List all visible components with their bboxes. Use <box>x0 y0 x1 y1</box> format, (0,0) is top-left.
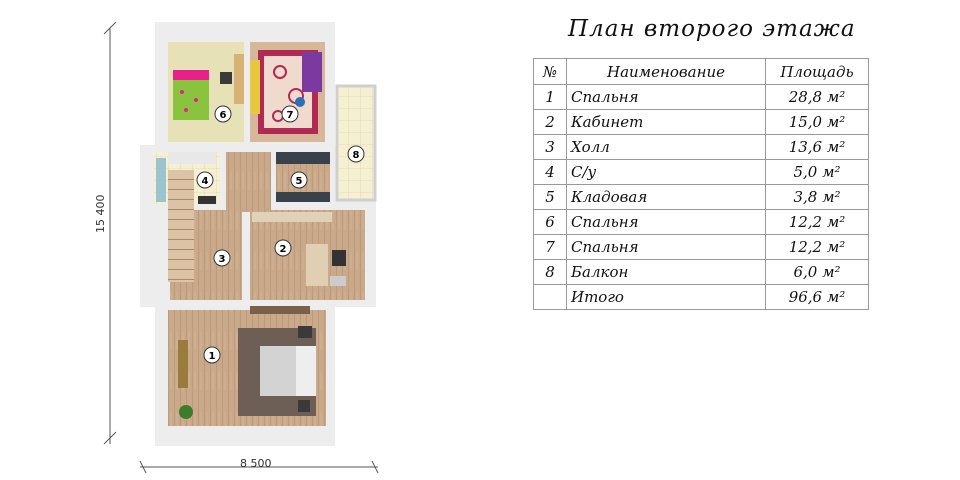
room-3-label: 3 <box>218 254 226 265</box>
row-area: 13,6 м² <box>766 135 869 160</box>
header-area: Площадь <box>766 59 869 85</box>
room-1-label: 1 <box>208 351 216 362</box>
row-num: 6 <box>534 210 567 235</box>
row-area: 5,0 м² <box>766 160 869 185</box>
room-8-label: 8 <box>352 150 360 161</box>
header-name: Наименование <box>567 59 766 85</box>
desk-room-7 <box>250 60 260 114</box>
balcony-floor <box>337 86 375 200</box>
stairs <box>168 170 194 282</box>
row-name: Холл <box>567 135 766 160</box>
table-row <box>534 160 869 185</box>
row-area: 15,0 м² <box>766 110 869 135</box>
total-name: Итого <box>567 285 766 310</box>
hall-upper-floor <box>226 152 271 212</box>
row-num: 7 <box>534 235 567 260</box>
page-title: План второго этажа <box>568 16 856 42</box>
chair-room-6 <box>220 72 232 84</box>
row-num: 2 <box>534 110 567 135</box>
room-5-label: 5 <box>295 176 303 187</box>
row-num: 1 <box>534 85 567 110</box>
table-header-row <box>534 59 869 85</box>
row-num: 3 <box>534 135 567 160</box>
total-num <box>534 285 567 310</box>
row-area: 6,0 м² <box>766 260 869 285</box>
row-num: 5 <box>534 185 567 210</box>
plant-room-1 <box>179 405 193 419</box>
table-row <box>534 210 869 235</box>
table-row <box>534 260 869 285</box>
room-2-label: 2 <box>279 244 287 255</box>
row-area: 12,2 м² <box>766 235 869 260</box>
header-num: № <box>534 59 567 85</box>
tv-console-room-1 <box>178 340 188 388</box>
table-row <box>534 235 869 260</box>
row-name: С/у <box>567 160 766 185</box>
total-area: 96,6 м² <box>766 285 869 310</box>
row-area: 28,8 м² <box>766 85 869 110</box>
rooms-table <box>533 58 869 310</box>
bed-room-6 <box>173 70 209 120</box>
table-total-row <box>534 285 869 310</box>
height-dimension-label: 15 400 <box>94 194 107 233</box>
chair-room-2 <box>332 250 346 266</box>
row-name: Спальня <box>567 85 766 110</box>
desk-room-6 <box>234 54 244 104</box>
desk-room-2 <box>306 244 328 286</box>
table-row <box>534 135 869 160</box>
row-area: 3,8 м² <box>766 185 869 210</box>
row-name: Спальня <box>567 235 766 260</box>
row-area: 12,2 м² <box>766 210 869 235</box>
room-4-label: 4 <box>201 176 209 187</box>
bed-room-7 <box>302 52 322 92</box>
row-num: 4 <box>534 160 567 185</box>
table-row <box>534 185 869 210</box>
row-name: Кабинет <box>567 110 766 135</box>
table-row <box>534 110 869 135</box>
table-row <box>534 85 869 110</box>
row-num: 8 <box>534 260 567 285</box>
row-name: Балкон <box>567 260 766 285</box>
room-6-label: 6 <box>219 110 227 121</box>
row-name: Спальня <box>567 210 766 235</box>
width-dimension-label: 8 500 <box>240 457 272 470</box>
height-dimension-line <box>104 22 116 444</box>
row-name: Кладовая <box>567 185 766 210</box>
room-7-label: 7 <box>286 110 294 121</box>
